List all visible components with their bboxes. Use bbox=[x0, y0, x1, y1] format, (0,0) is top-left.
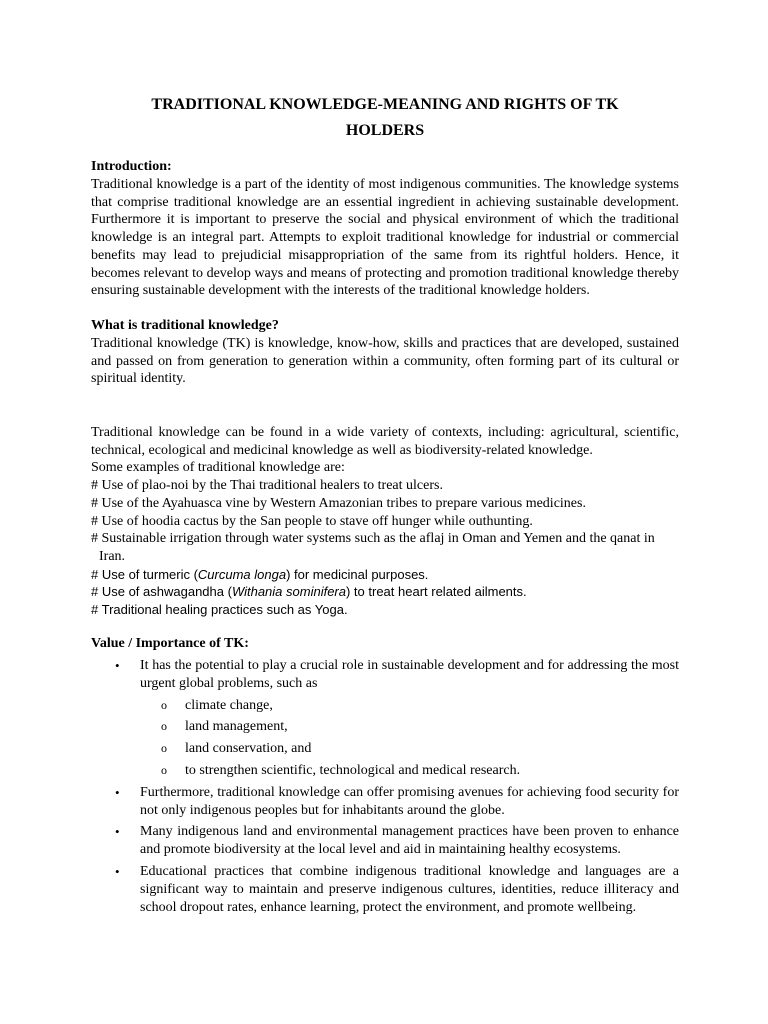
examples-list bbox=[91, 477, 679, 619]
bullet-icon: • bbox=[115, 864, 120, 880]
what-is-paragraph: Traditional knowledge (TK) is knowledge, know-how, skills and practices that are developed, sustained and passed on from generation to generation within a community, often forming part of its cultural or spiritual identity. bbox=[91, 335, 679, 387]
example-item: # Sustainable irrigation through water systems such as the aflaj in Oman and Yemen and the qanat in Iran. bbox=[91, 531, 655, 564]
scientific-name: Withania sominifera bbox=[231, 584, 346, 600]
sub-list-item bbox=[140, 697, 679, 715]
example-text: ) to treat heart related ailments. bbox=[345, 584, 527, 600]
example-item-yoga: # Traditional healing practices such as Yoga. bbox=[91, 602, 348, 618]
circle-bullet-icon: o bbox=[161, 763, 167, 778]
circle-bullet-icon: o bbox=[161, 719, 167, 734]
example-item: # Use of the Ayahuasca vine by Western Amazonian tribes to prepare various medicines. bbox=[91, 495, 586, 511]
what-is-heading: What is traditional knowledge? bbox=[91, 317, 279, 333]
sub-bullet-text: land conservation, and bbox=[185, 741, 312, 757]
list-item bbox=[91, 657, 679, 780]
example-item: # Use of plao-noi by the Thai traditional healers to treat ulcers. bbox=[91, 478, 443, 494]
bullet-icon: • bbox=[115, 784, 120, 800]
sub-bullet-text: land management, bbox=[185, 719, 288, 735]
example-text: # Use of ashwagandha ( bbox=[91, 584, 232, 600]
intro-paragraph: Traditional knowledge is a part of the identity of most indigenous communities. The knowledge systems that comprise traditional knowledge are an essential ingredient in achieving sustainable development. Furthermore it is important to preserve the social and physical environment of which the traditional knowledge is an integral part. Attempts to exploit traditional knowledge for industrial or commercial benefits may lead to prejudicial misappropriation of the same from its rightful holders. Hence, it becomes relevant to develop ways and means of protecting and promotion traditional knowledge thereby ensuring sustainable development with the interests of the traditional knowledge holders. bbox=[91, 177, 679, 299]
sub-list-item bbox=[140, 718, 679, 736]
contexts-paragraph: Traditional knowledge can be found in a wide variety of contexts, including: agricultural, scientific, technical, ecological and medicinal knowledge as well as biodiversity-related knowledge. bbox=[91, 425, 679, 458]
scientific-name: Curcuma longa bbox=[197, 566, 287, 582]
sub-bullet-text: to strengthen scientific, technological and medical research. bbox=[185, 763, 521, 779]
sub-bullet-list bbox=[140, 697, 679, 780]
example-text: ) for medicinal purposes. bbox=[286, 566, 429, 582]
circle-bullet-icon: o bbox=[161, 697, 167, 712]
sub-list-item bbox=[140, 740, 679, 758]
bullet-text: It has the potential to play a crucial role in sustainable development and for addressing the most urgent global problems, such as bbox=[140, 658, 679, 691]
example-text: # Use of turmeric ( bbox=[91, 566, 198, 582]
bullet-text: Furthermore, traditional knowledge can offer promising avenues for achieving food security for not only indigenous peoples but for inhabitants around the globe. bbox=[140, 784, 679, 818]
list-item bbox=[91, 863, 679, 916]
example-item: # Use of hoodia cactus by the San people to stave off hunger while outhunting. bbox=[91, 513, 533, 529]
examples-intro: Some examples of traditional knowledge are: bbox=[91, 460, 345, 476]
document-content bbox=[91, 92, 679, 920]
intro-heading: Introduction: bbox=[91, 159, 172, 174]
bullet-icon: • bbox=[115, 824, 120, 840]
value-bullet-list bbox=[91, 657, 679, 916]
example-item-ashwagandha bbox=[91, 583, 679, 601]
bullet-text: Many indigenous land and environmental management practices have been proven to enhance and promote biodiversity at the local level and aid in maintaining healthy ecosystems. bbox=[140, 824, 679, 858]
document-title bbox=[91, 92, 679, 144]
list-item bbox=[91, 784, 679, 820]
title-line-2: HOLDERS bbox=[345, 122, 425, 139]
example-item-turmeric bbox=[91, 566, 679, 584]
list-item bbox=[91, 823, 679, 859]
sub-bullet-text: climate change, bbox=[185, 697, 273, 713]
value-heading: Value / Importance of TK: bbox=[91, 636, 249, 652]
circle-bullet-icon: o bbox=[161, 741, 167, 756]
sub-list-item bbox=[140, 762, 679, 780]
bullet-text: Educational practices that combine indigenous traditional knowledge and languages are a significant way to maintain and preserve indigenous cultures, identities, reduce illiteracy and school dropout rates, enhance learning, protect the environment, and promote wellbeing. bbox=[140, 864, 679, 915]
bullet-icon: • bbox=[115, 658, 120, 674]
title-line-1: TRADITIONAL KNOWLEDGE-MEANING AND RIGHTS OF TK bbox=[151, 96, 619, 113]
